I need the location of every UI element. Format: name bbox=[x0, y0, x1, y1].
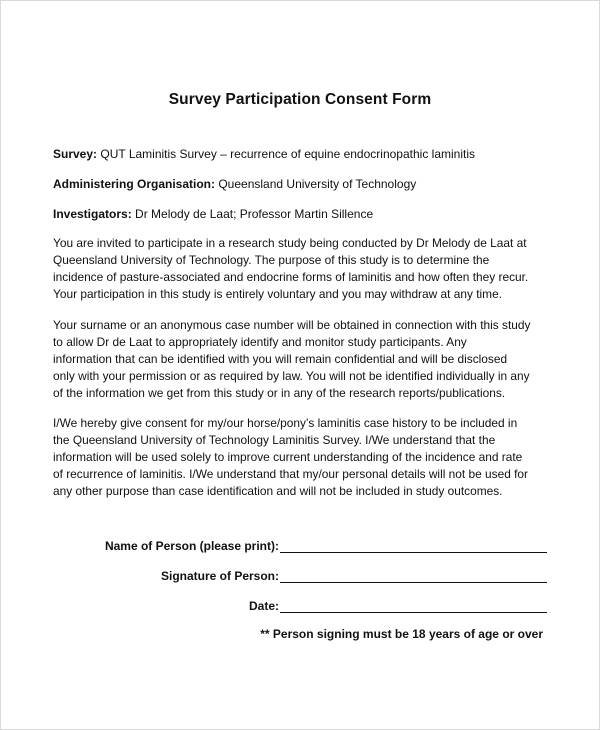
paragraph-line: to allow Dr de Laat to appropriately identify and monitor study participants. Any bbox=[53, 335, 467, 349]
organisation-value: Queensland University of Technology bbox=[215, 177, 417, 191]
paragraph-line: Your surname or an anonymous case number will be obtained in connection with this study bbox=[53, 318, 531, 332]
paragraph-line: Your participation in this study is entirely voluntary and you may withdraw at any time. bbox=[53, 287, 502, 301]
paragraph-line: the Queensland University of Technology Laminitis Survey. I/We understand that the bbox=[53, 433, 496, 447]
signature-input-line[interactable] bbox=[280, 569, 547, 583]
name-input-line[interactable] bbox=[280, 539, 547, 553]
paragraph-confidentiality bbox=[53, 317, 553, 402]
paragraph-line: of recurrence of laminitis. I/We understand that my/our personal details will not be used for bbox=[53, 467, 528, 481]
investigators-field bbox=[53, 207, 373, 222]
name-signature-row bbox=[101, 537, 547, 553]
paragraph-line: information will be used solely to improve current understanding of the incidence and rate bbox=[53, 450, 523, 464]
paragraph-line: of the information we get from this study or in any of the research reports/publications. bbox=[53, 386, 506, 400]
paragraph-line: any other purpose than case identification and will not be included in study outcomes. bbox=[53, 484, 503, 498]
paragraph-line: Queensland University of Technology. The purpose of this study is to determine the bbox=[53, 253, 490, 267]
paragraph-line: incidence of pasture-associated and endocrine forms of laminitis and how often they recur. bbox=[53, 270, 529, 284]
paragraph-line: You are invited to participate in a research study being conducted by Dr Melody de Laat at bbox=[53, 236, 527, 250]
paragraph-invitation bbox=[53, 235, 553, 303]
date-row bbox=[101, 597, 547, 613]
investigators-value: Dr Melody de Laat; Professor Martin Sillence bbox=[131, 207, 374, 221]
paragraph-consent bbox=[53, 415, 553, 500]
survey-value: QUT Laminitis Survey – recurrence of equine endocrinopathic laminitis bbox=[97, 147, 475, 161]
signature-label: Signature of Person: bbox=[160, 569, 279, 583]
signature-row bbox=[101, 567, 547, 583]
paragraph-line: I/We hereby give consent for my/our horse/pony’s laminitis case history to be included in bbox=[53, 416, 518, 430]
organisation-field bbox=[53, 177, 416, 192]
page-title: Survey Participation Consent Form bbox=[168, 91, 432, 108]
date-input-line[interactable] bbox=[280, 599, 547, 613]
date-label: Date: bbox=[248, 599, 279, 613]
survey-label: Survey: bbox=[53, 147, 98, 161]
investigators-label: Investigators: bbox=[53, 207, 132, 221]
paragraph-line: information that can be identified with you will remain confidential and will be disclosed bbox=[53, 352, 508, 366]
name-label: Name of Person (please print): bbox=[104, 539, 279, 553]
organisation-label: Administering Organisation: bbox=[53, 177, 216, 191]
paragraph-line: only with your permission or as required by law. You will not be identified individually in any bbox=[53, 369, 530, 383]
age-requirement-note: ** Person signing must be 18 years of age or over bbox=[260, 627, 543, 641]
survey-field bbox=[53, 147, 475, 162]
